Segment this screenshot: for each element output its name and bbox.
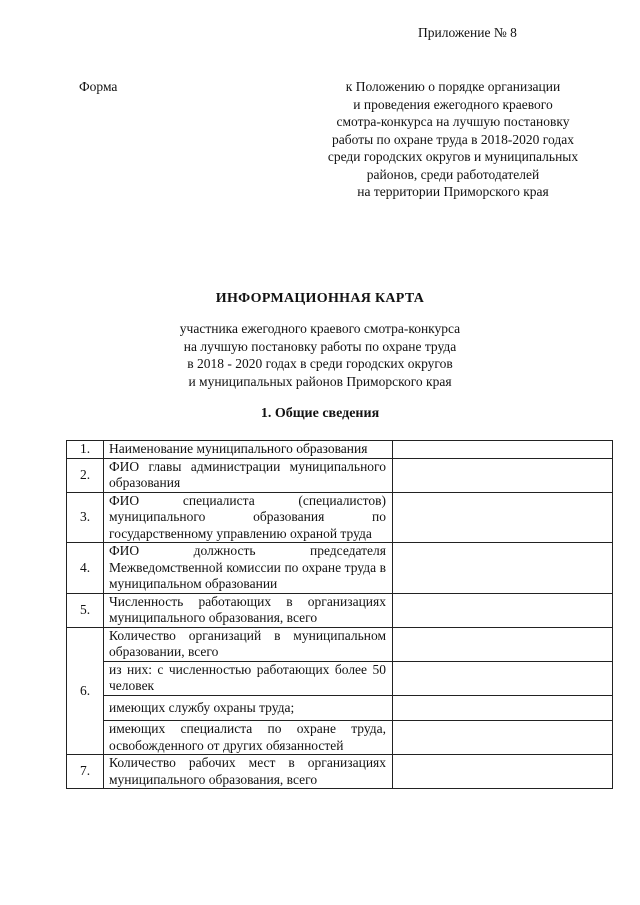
- row-number: 6.: [67, 627, 104, 755]
- value-cell[interactable]: [393, 492, 613, 543]
- row-description: из них: с численностью работающих более 50 человек: [104, 661, 393, 695]
- table-row: [67, 441, 613, 459]
- section-title: 1. Общие сведения: [260, 406, 380, 421]
- row-description: Наименование муниципального образования: [104, 441, 393, 459]
- value-cell[interactable]: [393, 695, 613, 721]
- value-cell[interactable]: [393, 721, 613, 755]
- table-row: [67, 627, 613, 661]
- row-number: 2.: [67, 458, 104, 492]
- subtitle-line: участника ежегодного краевого смотра-конкурса: [179, 321, 461, 336]
- value-cell[interactable]: [393, 755, 613, 789]
- row-number: 5.: [67, 593, 104, 627]
- table-row: [67, 695, 613, 721]
- row-number: 1.: [67, 441, 104, 459]
- row-number: 3.: [67, 492, 104, 543]
- row-description: Численность работающих в организациях муниципального образования, всего: [104, 593, 393, 627]
- row-description: имеющих службу охраны труда;: [104, 695, 393, 721]
- table-row: [67, 543, 613, 594]
- appendix-reference: [305, 78, 601, 201]
- table-row: [67, 755, 613, 789]
- row-description: ФИО главы администрации муниципального образования: [104, 458, 393, 492]
- subtitle-line: на лучшую постановку работы по охране труда: [183, 338, 457, 354]
- appendix-line: районов, среди работодателей: [366, 166, 540, 182]
- row-description: ФИО должность председателя Межведомственной комиссии по охране труда в муниципальном образовании: [104, 543, 393, 594]
- value-cell[interactable]: [393, 543, 613, 594]
- value-cell[interactable]: [393, 441, 613, 459]
- row-number: 7.: [67, 755, 104, 789]
- row-description: Количество рабочих мест в организациях муниципального образования, всего: [104, 755, 393, 789]
- subtitle-line: в 2018 - 2020 годах в среди городских округов: [187, 356, 453, 371]
- table-row: [67, 661, 613, 695]
- appendix-line: смотра-конкурса на лучшую постановку: [336, 114, 570, 129]
- value-cell[interactable]: [393, 627, 613, 661]
- table-row: [67, 458, 613, 492]
- row-description: имеющих специалиста по охране труда, освобожденного от других обязанностей: [104, 721, 393, 755]
- document-title: ИНФОРМАЦИОННАЯ КАРТА: [215, 291, 425, 306]
- form-label: Форма: [79, 79, 118, 94]
- appendix-line: на территории Приморского края: [357, 184, 549, 199]
- appendix-line: к Положению о порядке организации: [345, 79, 561, 94]
- document-subtitle: [0, 320, 640, 390]
- value-cell[interactable]: [393, 661, 613, 695]
- appendix-line: и проведения ежегодного краевого: [353, 96, 553, 112]
- appendix-line: среди городских округов и муниципальных: [327, 149, 579, 164]
- appendix-line: работы по охране труда в 2018-2020 годах: [332, 131, 574, 147]
- info-table: [66, 440, 613, 789]
- row-description: ФИО специалиста (специалистов) муниципального образования по государственному управлению охраной труда: [104, 492, 393, 543]
- table-row: [67, 593, 613, 627]
- subtitle-line: и муниципальных районов Приморского края: [188, 373, 452, 389]
- value-cell[interactable]: [393, 593, 613, 627]
- table-row: [67, 721, 613, 755]
- row-description: Количество организаций в муниципальном образовании, всего: [104, 627, 393, 661]
- table-row: [67, 492, 613, 543]
- value-cell[interactable]: [393, 458, 613, 492]
- row-number: 4.: [67, 543, 104, 594]
- appendix-number: Приложение № 8: [418, 25, 517, 40]
